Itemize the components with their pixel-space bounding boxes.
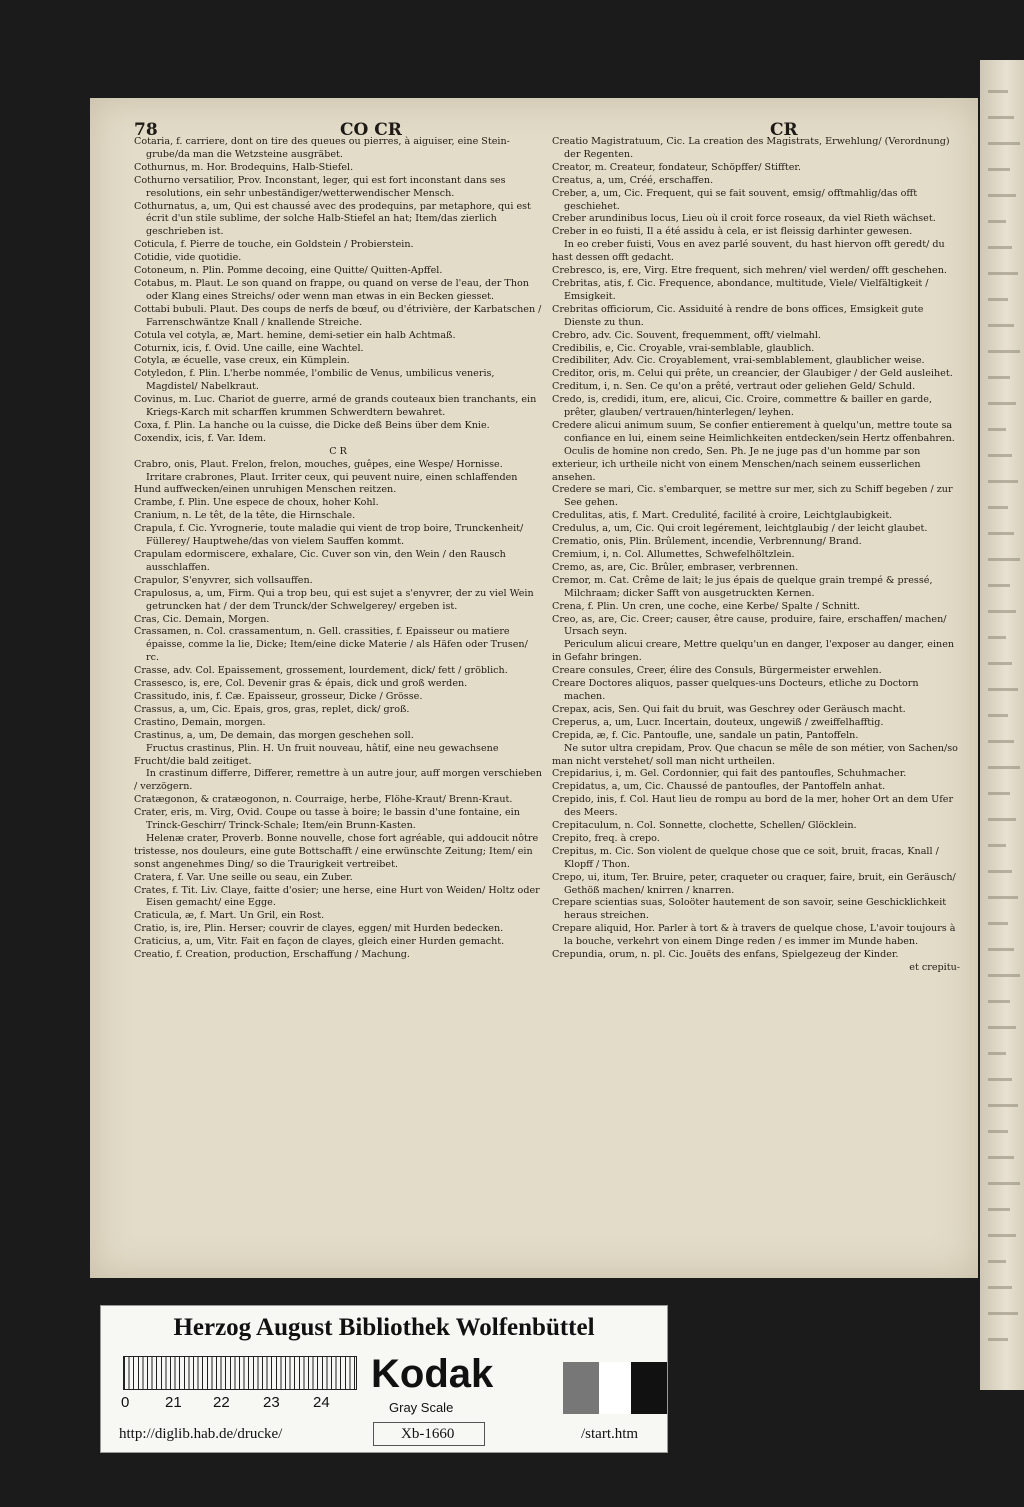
dictionary-entry: Cotaria, f. carriere, dont on tire des queues ou pierres, à aiguiser, eine Stein-grube/da man die Wetzsteine ausgräbet. xyxy=(134,136,510,160)
dictionary-entry: Cremor, m. Cat. Crême de lait; le jus épais de quelque grain trempé & pressé, Milchraam; dicker Safft von ausgetruckten Kernen. xyxy=(552,574,933,599)
adjacent-page-text-line xyxy=(988,1182,1020,1185)
url-right: /start.htm xyxy=(581,1426,639,1442)
right-column xyxy=(552,136,960,975)
dictionary-entry: Covinus, m. Luc. Chariot de guerre, armé de grands couteaux bien tranchants, ein Kriegs-Karch mit scharffen krummen Schwerdtern bewahret. xyxy=(134,394,537,419)
dictionary-entry: C R xyxy=(329,445,347,457)
dictionary-entry: Creatio, f. Creation, production, Erschaffung / Machung. xyxy=(134,949,410,961)
dictionary-entry: Credo, is, credidi, itum, ere, alicui, Cic. Croire, commettre & bailler en garde, prêter, glauben/ vertrauen/hinterlegen/ leyhen. xyxy=(552,394,933,419)
dictionary-entry: Cremo, as, are, Cic. Brûler, embraser, verbrennen. xyxy=(552,561,799,573)
gray-patch xyxy=(631,1362,667,1414)
dictionary-entry: Crebritas officiorum, Cic. Assiduité à rendre de bons offices, Emsigkeit gute Dienste zu thun. xyxy=(552,303,924,328)
adjacent-page-text-line xyxy=(988,714,1008,717)
dictionary-entry: Crapulam edormiscere, exhalare, Cic. Cuver son vin, den Wein / den Rausch ausschlaffen. xyxy=(134,549,506,573)
dictionary-entry: Cremium, i, n. Col. Allumettes, Schwefelhöltzlein. xyxy=(552,549,795,560)
dictionary-entry: Creber in eo fuisti, Il a été assidu à cela, er ist fleissig darhinter gewesen. xyxy=(552,226,913,238)
dictionary-entry: Creber arundinibus locus, Lieu où il croit force roseaux, da viel Rieth wächset. xyxy=(552,213,936,225)
adjacent-page-text-line xyxy=(988,168,1010,171)
adjacent-page-text-line xyxy=(988,142,1020,145)
gray-patch xyxy=(599,1362,635,1414)
library-name: Herzog August Bibliothek Wolfenbüttel xyxy=(173,1314,595,1341)
dictionary-entry: Crassitudo, inis, f. Cæ. Epaisseur, grosseur, Dicke / Grösse. xyxy=(134,690,423,702)
adjacent-page-text-line xyxy=(988,1286,1012,1289)
dictionary-entry: Crepidarius, i, m. Gel. Cordonnier, qui fait des pantoufles, Schuhmacher. xyxy=(552,768,907,780)
dictionary-entry: Crepare aliquid, Hor. Parler à tort & à travers de quelque chose, L'avoir toujours à la bouche, verkehrt von einem Dinge reden / es immer im Munde haben. xyxy=(552,923,956,948)
dictionary-entry: Crassus, a, um, Cic. Epais, gros, gras, replet, dick/ groß. xyxy=(134,703,410,715)
dictionary-entry: Crepo, ui, itum, Ter. Bruire, peter, craqueter ou craquer, faire, bruit, ein Geräusch/ Gethöß machen/ knirren / knarren. xyxy=(552,871,956,896)
dictionary-entry: Crapulosus, a, um, Firm. Qui a trop beu, qui est sujet a s'enyvrer, der zu viel Wein getruncken hat / der dem Trunck/der Schwelgerey/ ergeben ist. xyxy=(134,587,534,612)
dictionary-entry: Credibilis, e, Cic. Croyable, vrai-semblable, glaublich. xyxy=(552,342,815,354)
adjacent-page-text-line xyxy=(988,1312,1018,1315)
dictionary-entry: Creator, m. Createur, fondateur, Schöpffer/ Stiffter. xyxy=(552,161,801,173)
adjacent-page-text-line xyxy=(988,324,1014,327)
dictionary-entry: Creatio Magistratuum, Cic. La creation des Magistrats, Erwehlung/ (Verordnung) der Regenten. xyxy=(552,136,950,160)
dictionary-entry: Crambe, f. Plin. Une espece de choux, hoher Kohl. xyxy=(134,497,379,509)
adjacent-page-text-line xyxy=(988,350,1020,353)
dictionary-entry: Crebresco, is, ere, Virg. Etre frequent, sich mehren/ viel werden/ offt geschehen. xyxy=(552,265,947,277)
dictionary-entry: Cratio, is, ire, Plin. Herser; couvrir de clayes, eggen/ mit Hurden bedecken. xyxy=(134,923,504,935)
dictionary-entry: Craticula, æ, f. Mart. Un Gril, ein Rost. xyxy=(134,910,325,922)
dictionary-entry: Coxendix, icis, f. Var. Idem. xyxy=(134,432,267,444)
dictionary-entry: Crebritas, atis, f. Cic. Frequence, abondance, multitude, Viele/ Vielfältigkeit / Emsigkeit. xyxy=(552,277,929,302)
dictionary-entry: Coturnix, icis, f. Ovid. Une caille, eine Wachtel. xyxy=(134,342,364,354)
dictionary-entry: Cottabi bubuli. Plaut. Des coups de nerfs de bœuf, ou d'étrivière, der Karbatschen / Farrenschwäntze Knall / knallende Streiche. xyxy=(134,303,542,328)
kodak-logo: Kodak xyxy=(371,1352,494,1396)
url-strip xyxy=(101,1420,667,1450)
left-column xyxy=(134,136,542,962)
dictionary-entry: Credulitas, atis, f. Mart. Credulité, facilité à croire, Leichtglaubigkeit. xyxy=(552,510,893,522)
adjacent-page-text-line xyxy=(988,246,1012,249)
dictionary-entry: Periculum alicui creare, Mettre quelqu'un en danger, l'exposer au danger, einen in Gefahr bringen. xyxy=(552,639,955,664)
grayscale-label: Gray Scale xyxy=(389,1400,454,1415)
scale-ruler xyxy=(123,1356,357,1390)
dictionary-entry: Creditum, i, n. Sen. Ce qu'on a prêté, vertraut oder geliehen Geld/ Schuld. xyxy=(552,381,916,393)
ruler-number: 22 xyxy=(213,1394,230,1411)
dictionary-entry: Crastino, Demain, morgen. xyxy=(134,716,266,728)
dictionary-entry: Creditor, oris, m. Celui qui prête, un creancier, der Glaubiger / der Geld ausleihet. xyxy=(552,368,953,380)
dictionary-entry: Crepare scientias suas, Soloöter hautement de son savoir, seine Geschicklichkeit heraus streichen. xyxy=(552,897,947,922)
adjacent-page-text-line xyxy=(988,480,1018,483)
adjacent-page-text-line xyxy=(988,402,1016,405)
page-number: 78 xyxy=(134,120,158,140)
adjacent-page-text-line xyxy=(988,896,1018,899)
adjacent-page-text-line xyxy=(988,844,1006,847)
dictionary-entry: Cothurno versatilior, Prov. Inconstant, leger, qui est fort inconstant dans ses resolutions, ein sehr unbeständiger/wetterwendischer Mensch. xyxy=(134,174,506,199)
dictionary-entry: Crepido, inis, f. Col. Haut lieu de rompu au bord de la mer, hoher Ort an dem Ufer des Meers. xyxy=(552,794,954,819)
adjacent-page-text-line xyxy=(988,922,1008,925)
dictionary-entry: In eo creber fuisti, Vous en avez parlé souvent, du hast hiervon offt geredt/ du hast dessen offt gedacht. xyxy=(552,239,945,264)
dictionary-entry: In crastinum differre, Differer, remettre à un autre jour, auff morgen verschieben / verzögern. xyxy=(134,768,542,793)
dictionary-entry: Cras, Cic. Demain, Morgen. xyxy=(134,613,270,625)
adjacent-page-text-line xyxy=(988,948,1014,951)
dictionary-entry: Crepidatus, a, um, Cic. Chaussé de pantoufles, der Pantoffeln anhat. xyxy=(552,781,886,793)
adjacent-page-edge xyxy=(980,60,1024,1390)
adjacent-page-text-line xyxy=(988,90,1008,93)
dictionary-entry: Crepundia, orum, n. pl. Cic. Jouëts des enfans, Spielgezeug der Kinder. xyxy=(552,949,899,961)
ruler-number: 21 xyxy=(165,1394,182,1411)
dictionary-entry: Crepitaculum, n. Col. Sonnette, clochette, Schellen/ Glöcklein. xyxy=(552,820,857,832)
dictionary-page xyxy=(90,98,978,1278)
adjacent-page-text-line xyxy=(988,1338,1008,1341)
dictionary-entry: Cratera, f. Var. Une seille ou seau, ein Zuber. xyxy=(134,871,353,883)
dictionary-entry: Ne sutor ultra crepidam, Prov. Que chacun se mêle de son métier, von Sachen/so man nicht verstehet/ soll man nicht urtheilen. xyxy=(552,742,958,767)
adjacent-page-text-line xyxy=(988,298,1008,301)
dictionary-entry: Cotidie, vide quotidie. xyxy=(134,252,242,264)
dictionary-entry: Credulus, a, um, Cic. Qui croit legérement, leichtglaubig / der leicht glaubet. xyxy=(552,523,928,535)
adjacent-page-text-line xyxy=(988,532,1014,535)
ruler-number: 23 xyxy=(263,1394,280,1411)
adjacent-page-text-line xyxy=(988,220,1006,223)
dictionary-entry: Cotabus, m. Plaut. Le son quand on frappe, ou quand on verse de l'eau, der Thon oder Klang eines Streichs/ oder wenn man etwas in ein Becken giesset. xyxy=(134,277,529,302)
adjacent-page-text-line xyxy=(988,584,1010,587)
adjacent-page-text-line xyxy=(988,1104,1018,1107)
ruler-number: 24 xyxy=(313,1394,330,1411)
dictionary-entry: Crepida, æ, f. Cic. Pantoufle, une, sandale un patin, Pantoffeln. xyxy=(552,729,859,741)
adjacent-page-text-line xyxy=(988,454,1012,457)
dictionary-entry: Cothurnatus, a, um, Qui est chaussé avec des prodequins, par metaphore, qui est écrit d'un stile sublime, der solche Halb-Stiefel an hat; Item/das zierlich geschrieben ist. xyxy=(134,200,531,238)
dictionary-entry: Coticula, f. Pierre de touche, ein Goldstein / Probierstein. xyxy=(134,239,414,251)
dictionary-entry: Craticius, a, um, Vitr. Fait en façon de clayes, gleich einer Hurden gemacht. xyxy=(134,936,505,948)
dictionary-entry: Creatus, a, um, Créé, erschaffen. xyxy=(552,174,714,186)
adjacent-page-text-line xyxy=(988,506,1008,509)
adjacent-page-text-line xyxy=(988,974,1020,977)
dictionary-entry: Crepax, acis, Sen. Qui fait du bruit, was Geschrey oder Geräusch macht. xyxy=(552,703,906,715)
ruler-number: 0 xyxy=(121,1394,130,1411)
adjacent-page-text-line xyxy=(988,818,1016,821)
adjacent-page-text-line xyxy=(988,870,1012,873)
dictionary-entry: Crematio, onis, Plin. Brûlement, incendie, Verbrennung/ Brand. xyxy=(552,536,862,548)
adjacent-page-text-line xyxy=(988,376,1010,379)
adjacent-page-text-line xyxy=(988,688,1018,691)
dictionary-entry: Credere se mari, Cic. s'embarquer, se mettre sur mer, sich zu Schiff begeben / zur See gehen. xyxy=(552,484,953,509)
dictionary-entry: Crassamen, n. Col. crassamentum, n. Gell. crassities, f. Epaisseur ou matiere épaisse, comme la lie, Dicke; Item/eine dicke Materie / als Häfen oder Trusen/ rc. xyxy=(134,626,528,664)
adjacent-page-text-line xyxy=(988,792,1010,795)
dictionary-entry: Crapula, f. Cic. Yvrognerie, toute maladie qui vient de trop boire, Trunckenheit/ Füllerey/ Hauptwehe/das von vielem Sauffen kommt. xyxy=(134,523,524,548)
dictionary-entry: Creperus, a, um, Lucr. Incertain, douteux, ungewiß / zweiffelhafftig. xyxy=(552,716,884,728)
dictionary-entry: Fructus crastinus, Plin. H. Un fruit nouveau, hâtif, eine neu gewachsene Frucht/die bald zeitiget. xyxy=(134,742,499,767)
dictionary-entry: Crapulor, S'enyvrer, sich vollsauffen. xyxy=(134,574,313,586)
adjacent-page-text-line xyxy=(988,766,1020,769)
adjacent-page-text-line xyxy=(988,272,1018,275)
dictionary-entry: Crebro, adv. Cic. Souvent, frequemment, offt/ vielmahl. xyxy=(552,329,821,341)
dictionary-entry: Crater, eris, m. Virg, Ovid. Coupe ou tasse à boire; le bassin d'une fontaine, ein Trinck-Geschirr/ Trinck-Schale; Item/ein Brunn-Kasten. xyxy=(134,807,520,832)
dictionary-entry: et crepitu- xyxy=(909,962,960,973)
running-head-left: CO CR xyxy=(340,120,402,140)
adjacent-page-text-line xyxy=(988,662,1012,665)
dictionary-entry: Creare Doctores aliquos, passer quelques-uns Docteurs, etliche zu Doctorn machen. xyxy=(552,678,919,702)
dictionary-entry: Irritare crabrones, Plaut. Irriter ceux, qui peuvent nuire, einen schlaffenden Hund auffwecken/einen unruhigen Menschen reitzen. xyxy=(134,471,518,496)
dictionary-entry: Credibiliter, Adv. Cic. Croyablement, vrai-semblablement, glaublicher weise. xyxy=(552,355,925,367)
dictionary-entry: Cotyledon, f. Plin. L'herbe nommée, l'ombilic de Venus, umbilicus veneris, Magdistel/ Nabelkraut. xyxy=(134,368,495,393)
adjacent-page-text-line xyxy=(988,558,1020,561)
dictionary-entry: Crastinus, a, um, De demain, das morgen geschehen soll. xyxy=(134,729,414,741)
adjacent-page-text-line xyxy=(988,1078,1012,1081)
adjacent-page-text-line xyxy=(988,1234,1016,1237)
dictionary-entry: Cratægonon, & cratæogonon, n. Courraige, herbe, Flöhe-Kraut/ Brenn-Kraut. xyxy=(134,794,513,806)
dictionary-entry: Crena, f. Plin. Un cren, une coche, eine Kerbe/ Spalte / Schnitt. xyxy=(552,600,860,612)
adjacent-page-text-line xyxy=(988,1026,1016,1029)
dictionary-entry: Helenæ crater, Proverb. Bonne nouvelle, chose fort agréable, qui addoucit nôtre tristesse, nos douleurs, eine gute Bottschafft / eine erwünschte Zeitung; Item/ ein sonst angenehmes Ding/ so die Traurigkeit vertreibet. xyxy=(134,832,539,870)
dictionary-entry: Cotyla, æ écuelle, vase creux, ein Kümplein. xyxy=(134,355,350,367)
adjacent-page-text-line xyxy=(988,116,1014,119)
dictionary-entry: Crabro, onis, Plaut. Frelon, frelon, mouches, guêpes, eine Wespe/ Hornisse. xyxy=(134,458,503,470)
dictionary-entry: Crates, f. Tit. Liv. Claye, faitte d'osier; une herse, eine Hurt von Weiden/ Holtz oder Eisen gemacht/ eine Egge. xyxy=(134,884,540,909)
adjacent-page-text-line xyxy=(988,740,1014,743)
adjacent-page-text-line xyxy=(988,1208,1010,1211)
dictionary-entry: Creber, a, um, Cic. Frequent, qui se fait souvent, emsig/ offtmahlig/das offt geschiehet. xyxy=(552,187,918,212)
url-left: http://diglib.hab.de/drucke/ xyxy=(119,1426,283,1442)
dictionary-entry: Cotula vel cotyla, æ, Mart. hemine, demi-setier ein halb Achtmaß. xyxy=(134,329,456,341)
adjacent-page-text-line xyxy=(988,1156,1014,1159)
dictionary-entry: Crepitus, m. Cic. Son violent de quelque chose que ce soit, bruit, fracas, Knall / Klopff / Thon. xyxy=(552,845,939,870)
dictionary-entry: Crassesco, is, ere, Col. Devenir gras & épais, dick und groß werden. xyxy=(134,678,468,690)
adjacent-page-text-line xyxy=(988,1000,1010,1003)
dictionary-entry: Cothurnus, m. Hor. Brodequins, Halb-Stiefel. xyxy=(134,161,354,173)
dictionary-entry: Cotoneum, n. Plin. Pomme decoing, eine Quitte/ Quitten-Apffel. xyxy=(134,265,443,277)
adjacent-page-text-line xyxy=(988,1260,1006,1263)
dictionary-entry: Crepito, freq. à crepo. xyxy=(552,832,660,844)
dictionary-entry: Creare consules, Creer, élire des Consuls, Bürgermeister erwehlen. xyxy=(552,665,882,677)
adjacent-page-text-line xyxy=(988,194,1016,197)
adjacent-page-text-line xyxy=(988,636,1006,639)
dictionary-entry: Coxa, f. Plin. La hanche ou la cuisse, die Dicke deß Beins über dem Knie. xyxy=(134,419,490,431)
running-head-right: CR xyxy=(770,120,798,140)
dictionary-entry: Crasse, adv. Col. Epaissement, grossement, lourdement, dick/ fett / gröblich. xyxy=(134,665,508,677)
shelfmark: Xb-1660 xyxy=(401,1426,455,1442)
adjacent-page-text-line xyxy=(988,610,1016,613)
library-color-target xyxy=(100,1305,668,1453)
dictionary-entry: Creo, as, are, Cic. Creer; causer, être cause, produire, faire, erschaffen/ machen/ Ursach seyn. xyxy=(552,613,947,638)
dictionary-entry: Oculis de homine non credo, Sen. Ph. Je ne juge pas d'un homme par son exterieur, ich urtheile nicht von einem Menschen/nach seinem eusserlichen ansehen. xyxy=(552,445,921,483)
gray-patch xyxy=(563,1362,599,1414)
adjacent-page-text-line xyxy=(988,1052,1006,1055)
dictionary-entry: Cranium, n. Le têt, de la tête, die Hirnschale. xyxy=(134,510,356,522)
adjacent-page-text-line xyxy=(988,428,1006,431)
dictionary-entry: Credere alicui animum suum, Se confier entierement à quelqu'un, mettre toute sa confiance en lui, einem seine Heimlichkeiten entdecken/sein Hertz offenbahren. xyxy=(552,419,955,444)
adjacent-page-text-line xyxy=(988,1130,1008,1133)
